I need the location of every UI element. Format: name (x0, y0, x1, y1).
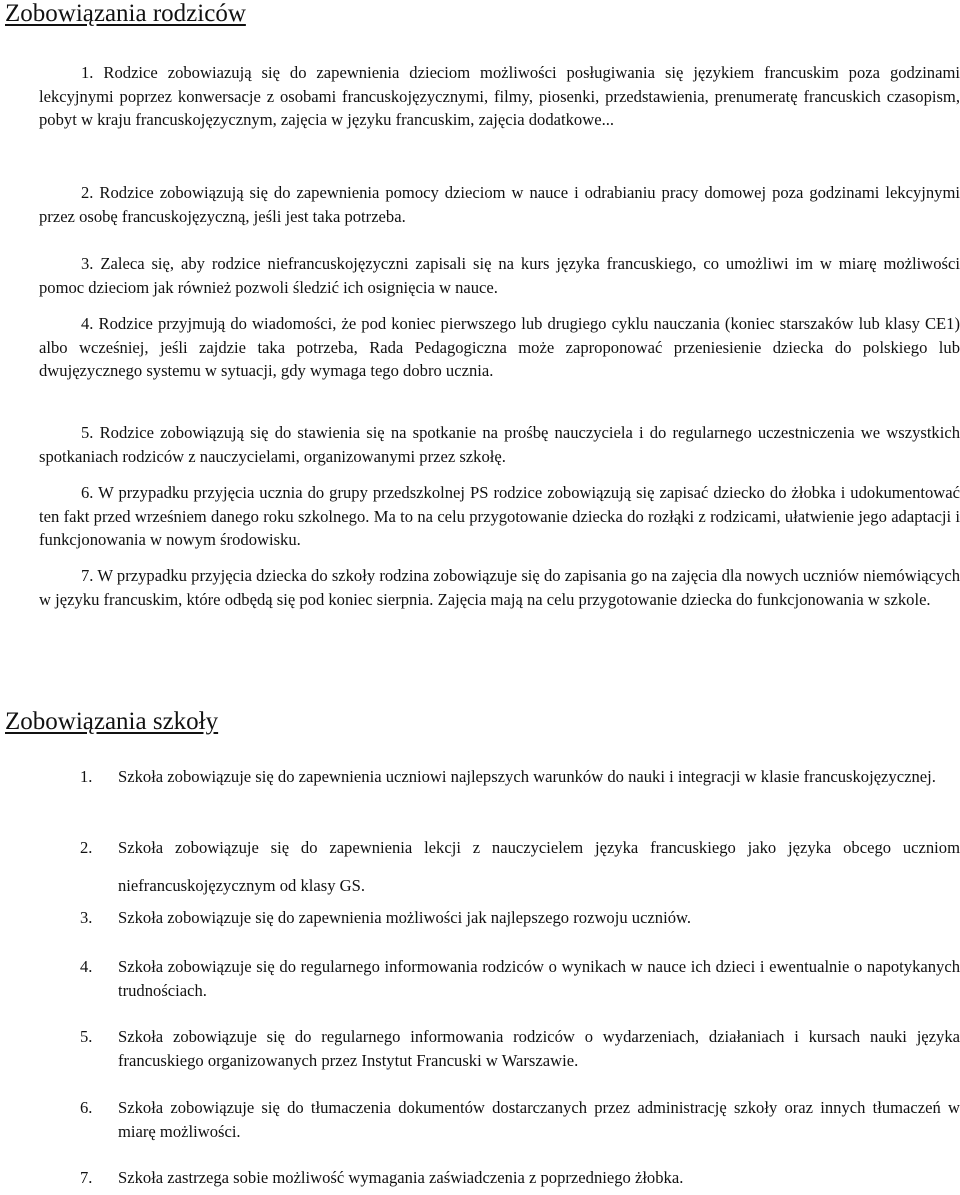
item-text: Szkoła zobowiązuje się do zapewnienia lekcji z nauczycielem języka francuskiego jako języka obcego uczniom niefrancuskojęzycznym od klasy GS. (118, 838, 960, 895)
item-text: Rodzice przyjmują do wiadomości, że pod koniec pierwszego lub drugiego cyklu nauczania (koniec starszaków lub klasy CE1) albo wcześniej, jeśli zajdzie taka potrzeba, Rada Pedagogiczna może zaproponować przeniesienie dziecka do polskiego lub dwujęzycznego systemu w sytuacji, gdy wymaga tego dobro ucznia. (39, 314, 960, 380)
item-number: 6. (80, 1098, 93, 1117)
list-item (80, 765, 960, 789)
item-text: W przypadku przyjęcia dziecka do szkoły rodzina zobowiązuje się do zapisania go na zajęcia dla nowych uczniów niemówiących w języku francuskim, które odbędą się pod koniec sierpnia. Zajęcia mają na celu przygotowanie dziecka do funkcjonowania w szkole. (39, 566, 960, 609)
item-number: 2. (81, 183, 94, 202)
list-item (80, 906, 960, 930)
list-item (39, 61, 960, 132)
item-number: 3. (81, 254, 94, 273)
list-item (80, 829, 960, 905)
section-title-parents: Zobowiązania rodziców (5, 0, 246, 27)
item-number: 7. (80, 1168, 93, 1187)
list-item (39, 312, 960, 383)
list-item (39, 421, 960, 468)
item-text: Szkoła zobowiązuje się do regularnego informowania rodziców o wynikach w nauce ich dzieci i ewentualnie o napotykanych trudnościach. (118, 957, 960, 1000)
item-text: Szkoła zobowiązuje się do zapewnienia możliwości jak najlepszego rozwoju uczniów. (118, 908, 692, 927)
item-number: 1. (81, 63, 94, 82)
item-number: 6. (81, 483, 94, 502)
item-number: 4. (81, 314, 94, 333)
item-number: 7. (81, 566, 94, 585)
section-title-school: Zobowiązania szkoły (5, 708, 219, 735)
item-text: Szkoła zobowiązuje się do tłumaczenia dokumentów dostarczanych przez administrację szkoły oraz innych tłumaczeń w miarę możliwości. (118, 1098, 960, 1141)
item-number: 4. (80, 957, 93, 976)
item-text: Zaleca się, aby rodzice niefrancuskojęzyczni zapisali się na kurs języka francuskiego, co umożliwi im w miarę możliwości pomoc dzieciom jak również pozwoli śledzić ich osignięcia w nauce. (39, 254, 960, 297)
item-number: 1. (80, 767, 93, 786)
item-number: 3. (80, 908, 93, 927)
list-item (80, 1096, 960, 1143)
item-number: 5. (81, 423, 94, 442)
list-item (39, 181, 960, 228)
item-number: 5. (80, 1027, 93, 1046)
list-item (39, 564, 960, 611)
item-text: Rodzice zobowiązują się do stawienia się na spotkanie na prośbę nauczyciela i do regularnego uczestniczenia we wszystkich spotkaniach rodziców z nauczycielami, organizowanymi przez szkołę. (39, 423, 960, 466)
list-item (80, 955, 960, 1002)
item-text: Szkoła zobowiązuje się do regularnego informowania rodziców o wydarzeniach, działaniach i kursach nauki języka francuskiego organizowanych przez Instytut Francuski w Warszawie. (118, 1027, 960, 1070)
item-text: W przypadku przyjęcia ucznia do grupy przedszkolnej PS rodzice zobowiązują się zapisać dziecko do żłobka i udokumentować ten fakt przed wrześniem danego roku szkolnego. Ma to na celu przygotowanie dziecka do rozłąki z rodzicami, ułatwienie jego adaptacji i funkcjonowania w nowym środowisku. (39, 483, 960, 549)
list-item (80, 1025, 960, 1072)
item-text: Szkoła zastrzega sobie możliwość wymagania zaświadczenia z poprzedniego żłobka. (118, 1168, 684, 1187)
list-item (80, 1166, 960, 1190)
item-text: Rodzice zobowiązują się do zapewnienia pomocy dzieciom w nauce i odrabianiu pracy domowej poza godzinami lekcyjnymi przez osobę francuskojęzyczną, jeśli jest taka potrzeba. (39, 183, 960, 226)
item-number: 2. (80, 838, 93, 857)
list-item (39, 481, 960, 552)
item-text: Rodzice zobowiazują się do zapewnienia dzieciom możliwości posługiwania się językiem francuskim poza godzinami lekcyjnymi poprzez konwersacje z osobami francuskojęzycznymi, filmy, piosenki, przedstawienia, prenumeratę francuskich czasopism, pobyt w kraju francuskojęzycznym, zajęcia w języku francuskim, zajęcia dodatkowe... (39, 63, 960, 129)
list-item (39, 252, 960, 299)
item-text: Szkoła zobowiązuje się do zapewnienia uczniowi najlepszych warunków do nauki i integracji w klasie francuskojęzycznej. (118, 767, 936, 786)
